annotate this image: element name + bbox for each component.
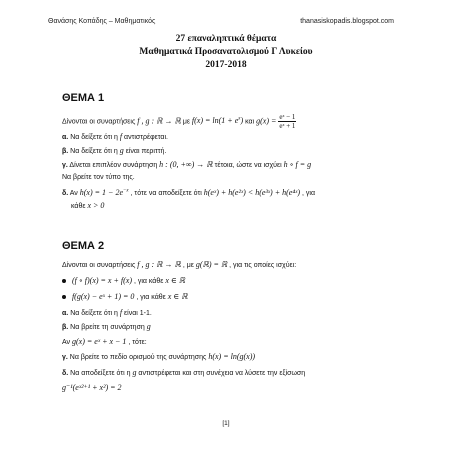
theme2-bullet-1: (f ∘ f)(x) = x + f(x) , για κάθε x ∈ ℝ [62,276,402,285]
doc-title-line1: 27 επαναληπτικά θέματα [175,34,277,44]
theme1-item-b: β. Να δείξετε ότι η g είναι περιττή. [62,146,167,155]
given-text: Δίνονται οι συναρτήσεις [62,118,136,126]
theme1-item-d: δ. Αν $h(x) = 1 - 2e^{-x}$ , τότε να αποδείξετε ότι h(eˣ) + h(e²ˣ) < h(e³ˣ) + h(e⁴ˣ) , για [62,188,315,197]
h-definition: $h(x) = 1 - 2e^{-x}$ [79,188,129,197]
theme1-given [62,113,402,130]
doc-title-line2: Μαθηματικά Προσανατολισμού Γ Λυκείου [139,47,313,57]
item-label: δ. [62,190,69,197]
header-author: Θανάσης Κοπάδης – Μαθηματικός [48,18,156,25]
theme2-given: Δίνονται οι συναρτήσεις f , g : ℝ → ℝ , με g(ℝ) = ℝ , για τις οποίες ισχύει: [62,260,297,269]
theme2-item-d: δ. Να αποδείξετε ότι η g αντιστρέφεται και στη συνέχεια να λύσετε την εξίσωση [62,368,306,377]
inequality: h(eˣ) + h(e²ˣ) < h(e³ˣ) + h(e⁴ˣ) [203,188,301,197]
theme1-item-d-line2: κάθε x > 0 [71,201,105,210]
item-label: α. [62,134,69,141]
item-label: β. [62,324,69,331]
theme2-item-c: γ. Να βρείτε το πεδίο ορισμού της συνάρτησης h(x) = ln(g(x)) [62,352,256,361]
item-label: δ. [62,370,69,377]
bullet-icon [62,295,66,299]
fraction-numerator: eˣ − 1 [279,113,296,121]
fraction-denominator: eˣ + 1 [279,122,296,130]
item-label: γ. [62,162,68,169]
given-math: f , g : ℝ → ℝ [137,116,181,126]
item-label: α. [62,310,69,317]
f-definition: $f(x) = \ln(1 + e^x)$ [191,116,244,126]
theme2-item-b: β. Να βρείτε τη συνάρτηση g [62,322,151,331]
theme1-item-a: α. Να δείξετε ότι η f αντιστρέφεται. [62,132,168,141]
theme2-condition: Αν g(x) = eˣ + x − 1 , τότε: [62,337,147,346]
g-fraction [278,113,296,130]
given-and: και [245,118,255,126]
theme2-heading: ΘΕΜΑ 2 [62,240,105,252]
theme2-bullet-2: f(g(x) − eˣ + 1) = 0 , για κάθε x ∈ ℝ [62,292,402,301]
theme1-item-c-line2: Να βρείτε τον τύπο της. [62,174,135,181]
item-label: β. [62,148,69,155]
theme1-item-c: γ. Δίνεται επιπλέον συνάρτηση h : (0, +∞) → ℝ τέτοια, ώστε να ισχύει h ∘ f = g [62,160,312,169]
given-with: με [182,118,190,126]
bullet-icon [62,279,66,283]
theme2-equation: g⁻¹(eˣ²⁺¹ + x²) = 2 [62,383,122,392]
doc-title-line3: 2017-2018 [205,60,247,70]
item-label: γ. [62,354,68,361]
page-number: [1] [222,420,230,427]
theme2-item-a: α. Να δείξετε ότι η f είναι 1-1. [62,308,152,317]
header-site: thanasiskopadis.blogspot.com [300,18,394,25]
theme1-heading: ΘΕΜΑ 1 [62,92,105,104]
g-definition: g(x) = [256,116,277,126]
